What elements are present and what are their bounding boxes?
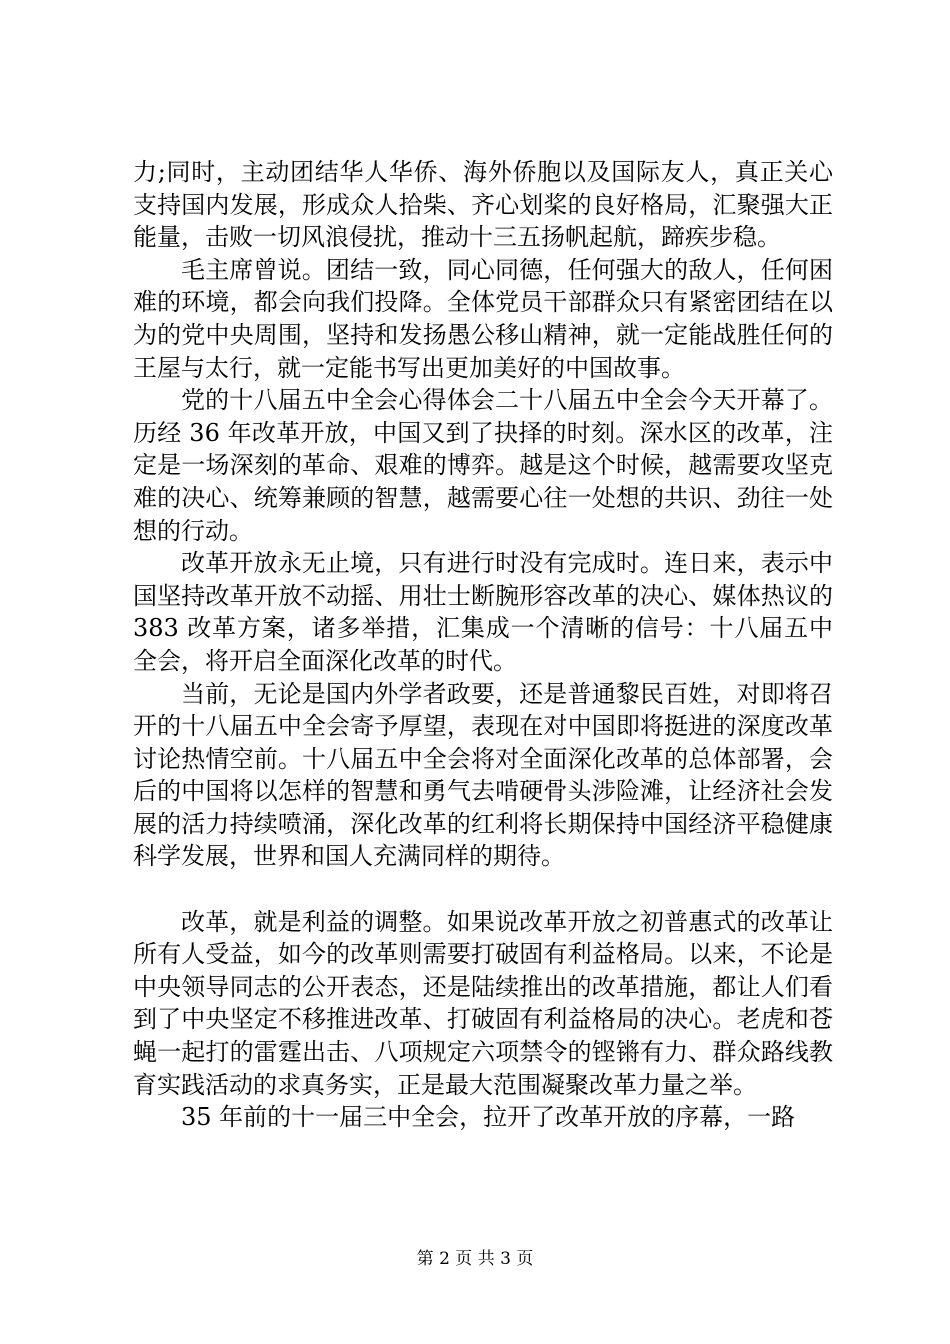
paragraph: 当前，无论是国内外学者政要，还是普通黎民百姓，对即将召开的十八届五中全会寄予厚望，表现在对中国即将挺进的深度改革讨论热情空前。十八届五中全会将对全面深化改革的总体部署，会后的中国将以怎样的智慧和勇气去啃硬骨头涉险滩，让经济社会发展的活力持续喷涌，深化改革的红利将长期保持中国经济平稳健康科学发展，世界和国人充满同样的期待。 — [133, 679, 833, 871]
paragraph: 毛主席曾说。团结一致，同心同德，任何强大的敌人，任何困难的环境，都会向我们投降。全体党员干部群众只有紧密团结在以为的党中央周围，坚持和发扬愚公移山精神，就一定能战胜任何的王屋与太行，就一定能书写出更加美好的中国故事。 — [133, 255, 833, 382]
paragraph: 改革开放永无止境，只有进行时没有完成时。连日来，表示中国坚持改革开放不动摇、用壮士断腕形容改革的决心、媒体热议的 383 改革方案，诸多举措，汇集成一个清晰的信号：十八届五中全会，将开启全面深化改革的时代。 — [133, 549, 833, 675]
document-body — [133, 156, 833, 1134]
paragraph: 力;同时，主动团结华人华侨、海外侨胞以及国际友人，真正关心支持国内发展，形成众人拾柴、齐心划桨的良好格局，汇聚强大正能量，击败一切风浪侵扰，推动十三五扬帆起航，蹄疾步稳。 — [133, 158, 833, 252]
paragraph: 党的十八届五中全会心得体会二十八届五中全会今天开幕了。历经 36 年改革开放，中国又到了抉择的时刻。深水区的改革，注定是一场深刻的革命、艰难的博弈。越是这个时候，越需要攻坚克难的决心、统筹兼顾的智慧，越需要心往一处想的共识、劲往一处想的行动。 — [133, 386, 833, 545]
page-footer — [0, 1249, 950, 1269]
paragraph: 35 年前的十一届三中全会，拉开了改革开放的序幕，一路 — [181, 1103, 796, 1132]
blank-line — [133, 873, 833, 906]
page-number: 第 2 页 共 3 页 — [416, 1249, 534, 1269]
paragraph: 改革，就是利益的调整。如果说改革开放之初普惠式的改革让所有人受益，如今的改革则需要打破固有利益格局。以来，不论是中央领导同志的公开表态，还是陆续推出的改革措施，都让人们看到了中央坚定不移推进改革、打破固有利益格局的决心。老虎和苍蝇一起打的雷霆出击、八项规定六项禁令的铿锵有力、群众路线教育实践活动的求真务实，正是最大范围凝聚改革力量之举。 — [133, 907, 833, 1099]
